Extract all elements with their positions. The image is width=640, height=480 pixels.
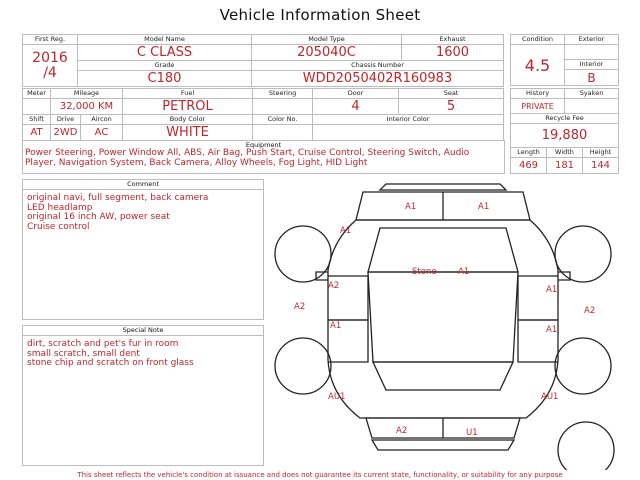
wheel-front-right: [555, 226, 611, 282]
shift-label: Shift: [23, 115, 51, 125]
vehicle-detail-table: [22, 88, 504, 141]
fuel-value: PETROL: [123, 99, 253, 115]
mirror-left: [316, 272, 328, 280]
windshield: [368, 228, 518, 272]
model-type-label: Model Type: [252, 35, 402, 45]
condition-label: Condition: [511, 35, 565, 45]
mileage-label: Mileage: [51, 89, 123, 99]
chassis-number-value: WDD2050402R160983: [252, 71, 504, 87]
drive-value: 2WD: [51, 125, 81, 141]
comment-line: original navi, full segment, back camera: [27, 193, 209, 203]
model-type-value: 205040C: [252, 45, 402, 61]
comment-line: original 16 inch AW, power seat: [27, 212, 170, 222]
color-no-label: Color No.: [253, 115, 313, 125]
interior-color-label: Interior Color: [313, 115, 504, 125]
mirror-right: [558, 272, 570, 280]
comment-line: Cruise control: [27, 221, 90, 232]
fuel-label: Fuel: [123, 89, 253, 99]
damage-front-left: A1: [405, 202, 417, 212]
special-note-box: [22, 325, 264, 466]
color-no-value: [253, 125, 313, 141]
width-value: 181: [547, 158, 583, 174]
front-bumper: [380, 184, 506, 190]
damage-fender-left: A1: [340, 226, 352, 236]
roof: [368, 272, 518, 362]
meter-label: Meter: [23, 89, 51, 99]
wheel-front-left: [275, 226, 331, 282]
drive-label: Drive: [51, 115, 81, 125]
body-outline: [328, 220, 558, 418]
wheel-rear-left: [275, 338, 331, 394]
interior-value: B: [565, 70, 619, 86]
recycle-fee-label: Recycle Fee: [511, 114, 619, 124]
special-note-line: small scratch, small dent: [27, 348, 140, 359]
exhaust-value: 1600: [402, 45, 504, 61]
sheet-title: Vehicle Information Sheet: [219, 6, 421, 24]
syaken-value: [565, 99, 619, 114]
spare-wheel: [558, 422, 614, 470]
door-front-right: [518, 276, 558, 320]
damage-trunk: U1: [466, 428, 478, 438]
car-damage-diagram: [268, 180, 618, 470]
grade-value: C180: [78, 71, 252, 87]
damage-door-rear-left: A1: [330, 321, 342, 331]
special-note-text: [23, 336, 263, 373]
meter-value: [23, 99, 51, 115]
first-reg-label: First Reg.: [23, 35, 78, 45]
door-label: Door: [313, 89, 399, 99]
special-note-label: Special Note: [23, 326, 263, 336]
first-reg-month: /4: [43, 64, 57, 81]
body-color-label: Body Color: [123, 115, 253, 125]
aircon-value: AC: [81, 125, 123, 141]
special-note-line: stone chip and scratch on front glass: [27, 358, 194, 368]
body-color-value: WHITE: [123, 125, 253, 141]
footer-disclaimer: This sheet reflects the vehicle's condition at issuance and does not guarantee its current state, functionality, or suitability for any purpose: [77, 471, 563, 479]
damage-windshield: A1: [458, 267, 470, 277]
equipment-text: Power Steering, Power Window All, ABS, Air Bag, Push Start, Cruise Control, Steering Switch, Audio Player, Navigation System, Back Camera, Alloy Wheels, Fog Light, HID Light: [25, 148, 470, 168]
first-reg-year: 2016: [32, 49, 68, 66]
recycle-fee-value: 19,880: [511, 124, 619, 148]
damage-rear-bumper-left: AU1: [328, 392, 346, 402]
interior-color-value: [313, 125, 504, 141]
wheel-rear-right: [555, 338, 611, 394]
damage-rear-bumper-right: AU1: [541, 392, 559, 402]
interior-label: Interior: [565, 60, 619, 70]
equipment-label: Equipment: [245, 141, 282, 149]
door-value: 4: [313, 99, 399, 115]
width-label: Width: [547, 148, 583, 158]
exterior-label: Exterior: [565, 35, 619, 45]
seat-value: 5: [399, 99, 504, 115]
first-reg-value: [23, 45, 78, 87]
mileage-value: 32,000 KM: [51, 99, 123, 115]
length-label: Length: [511, 148, 547, 158]
exhaust-label: Exhaust: [402, 35, 504, 45]
damage-front-right: A1: [478, 202, 490, 212]
damage-quarter-right: A2: [584, 306, 596, 316]
comment-label: Comment: [23, 180, 263, 190]
seat-label: Seat: [399, 89, 504, 99]
rear-glass: [373, 362, 513, 390]
damage-rear-panel: A2: [396, 426, 408, 436]
condition-value: 4.5: [511, 45, 565, 86]
vehicle-main-table: [22, 34, 504, 87]
height-value: 144: [583, 158, 619, 174]
history-value: PRIVATE: [511, 99, 565, 114]
steering-label: Steering: [253, 89, 313, 99]
damage-roof-side-right: A1: [546, 285, 558, 295]
chassis-number-label: Chassis Number: [252, 61, 504, 71]
comment-text: [23, 190, 263, 236]
grade-label: Grade: [78, 61, 252, 71]
condition-table: [510, 34, 619, 86]
damage-door-front-left: A2: [328, 281, 340, 291]
shift-value: AT: [23, 125, 51, 141]
aircon-label: Aircon: [81, 115, 123, 125]
damage-windshield-stone: Stone: [412, 267, 437, 277]
length-value: 469: [511, 158, 547, 174]
model-name-value: C CLASS: [78, 45, 252, 61]
comment-box: [22, 179, 264, 320]
comment-line: LED headlamp: [27, 202, 93, 213]
height-label: Height: [583, 148, 619, 158]
damage-quarter-left: A2: [294, 302, 306, 312]
exterior-value: [565, 45, 619, 60]
model-name-label: Model Name: [78, 35, 252, 45]
steering-value: [253, 99, 313, 115]
special-note-line: dirt, scratch and pet's fur in room: [27, 339, 179, 349]
history-label: History: [511, 89, 565, 99]
rear-bumper: [372, 440, 514, 450]
syaken-label: Syaken: [565, 89, 619, 99]
history-table: [510, 88, 619, 174]
equipment-box: [22, 140, 505, 174]
damage-door-front-right: A1: [546, 325, 558, 335]
